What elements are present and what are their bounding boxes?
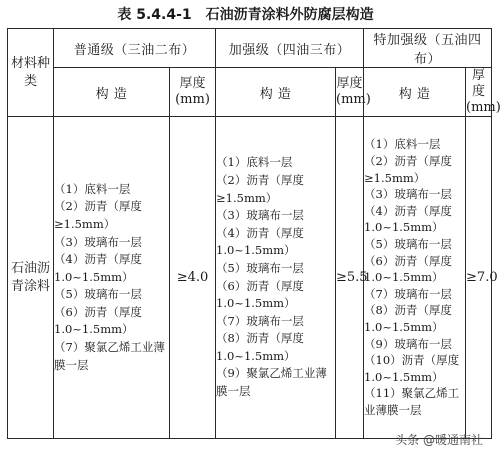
step-item: （5）玻璃布一层: [216, 260, 304, 275]
step-item: （3）玻璃布一层: [364, 187, 452, 202]
step-item: （7）玻璃布一层: [216, 313, 304, 328]
thickness-reinforced: ≥5.5: [336, 117, 364, 439]
steps-reinforced: [216, 117, 336, 439]
step-item: （7）玻璃布一层: [364, 286, 452, 301]
step-item: （9）玻璃布一层: [364, 336, 452, 351]
thickness-extra-reinforced: ≥7.0: [466, 117, 492, 439]
step-item: （10）沥青（厚度 1.0~1.5mm）: [364, 353, 460, 384]
anticorrosion-layer-table: [7, 28, 501, 439]
step-item: （1）底料一层: [54, 181, 131, 196]
header-thickness-extra: 厚度(mm): [466, 68, 501, 115]
step-item: （6）沥青（厚度 1.0~1.5mm）: [364, 253, 452, 285]
table-caption: [0, 0, 491, 28]
step-item: （1）底料一层: [364, 137, 441, 152]
header-thickness-normal: 厚度(mm): [170, 68, 216, 117]
step-item: （3）玻璃布一层: [216, 208, 304, 223]
step-item: （2）沥青（厚度≥1.5mm）: [216, 172, 304, 205]
thickness-normal: ≥4.0: [170, 117, 216, 439]
header-grade-normal: 普通级（三油二布）: [54, 29, 216, 68]
header-construction-reinforced: 构 造: [216, 68, 336, 117]
step-item: （8）沥青（厚度 1.0~1.5mm）: [364, 303, 452, 334]
material-cell: 石油沥青涂料: [8, 117, 54, 439]
watermark: 头条 @暖通南社: [395, 433, 483, 447]
step-item: （6）沥青（厚度 1.0~1.5mm）: [54, 304, 142, 337]
table-number: 表 5.4.4-1: [117, 7, 192, 23]
steps-normal: [54, 117, 170, 439]
header-thickness-reinforced: 厚度(mm): [336, 68, 364, 117]
step-item: （4）沥青（厚度 1.0~1.5mm）: [364, 203, 452, 235]
step-item: （7）聚氯乙烯工业薄膜一层: [54, 340, 165, 372]
table-title: 石油沥青涂料外防腐层构造: [205, 7, 374, 23]
header-grade-reinforced: 加强级（四油三布）: [216, 29, 364, 68]
header-grade-extra-reinforced: 特加强级（五油四布）: [364, 29, 492, 68]
step-item: （11）聚氯乙烯工业薄膜一层: [364, 386, 460, 417]
header-construction-normal: 构 造: [54, 68, 170, 117]
header-construction-extra: 构 造: [364, 68, 466, 117]
header-material-type: 材料种类: [8, 29, 54, 117]
step-item: （1）底料一层: [216, 155, 293, 170]
steps-extra-reinforced: [364, 117, 466, 439]
step-item: （8）沥青（厚度 1.0~1.5mm）: [216, 331, 304, 363]
step-item: （2）沥青（厚度≥1.5mm）: [364, 154, 452, 185]
step-item: （2）沥青（厚度≥1.5mm）: [54, 199, 142, 231]
step-item: （3）玻璃布一层: [54, 234, 142, 249]
step-item: （9）聚氯乙烯工业薄膜一层: [216, 366, 327, 399]
step-item: （5）玻璃布一层: [364, 237, 452, 252]
step-item: （6）沥青（厚度 1.0~1.5mm）: [216, 278, 304, 311]
step-item: （4）沥青（厚度 1.0~1.5mm）: [54, 252, 142, 284]
step-item: （4）沥青（厚度 1.0~1.5mm）: [216, 225, 304, 258]
step-item: （5）玻璃布一层: [54, 287, 142, 302]
